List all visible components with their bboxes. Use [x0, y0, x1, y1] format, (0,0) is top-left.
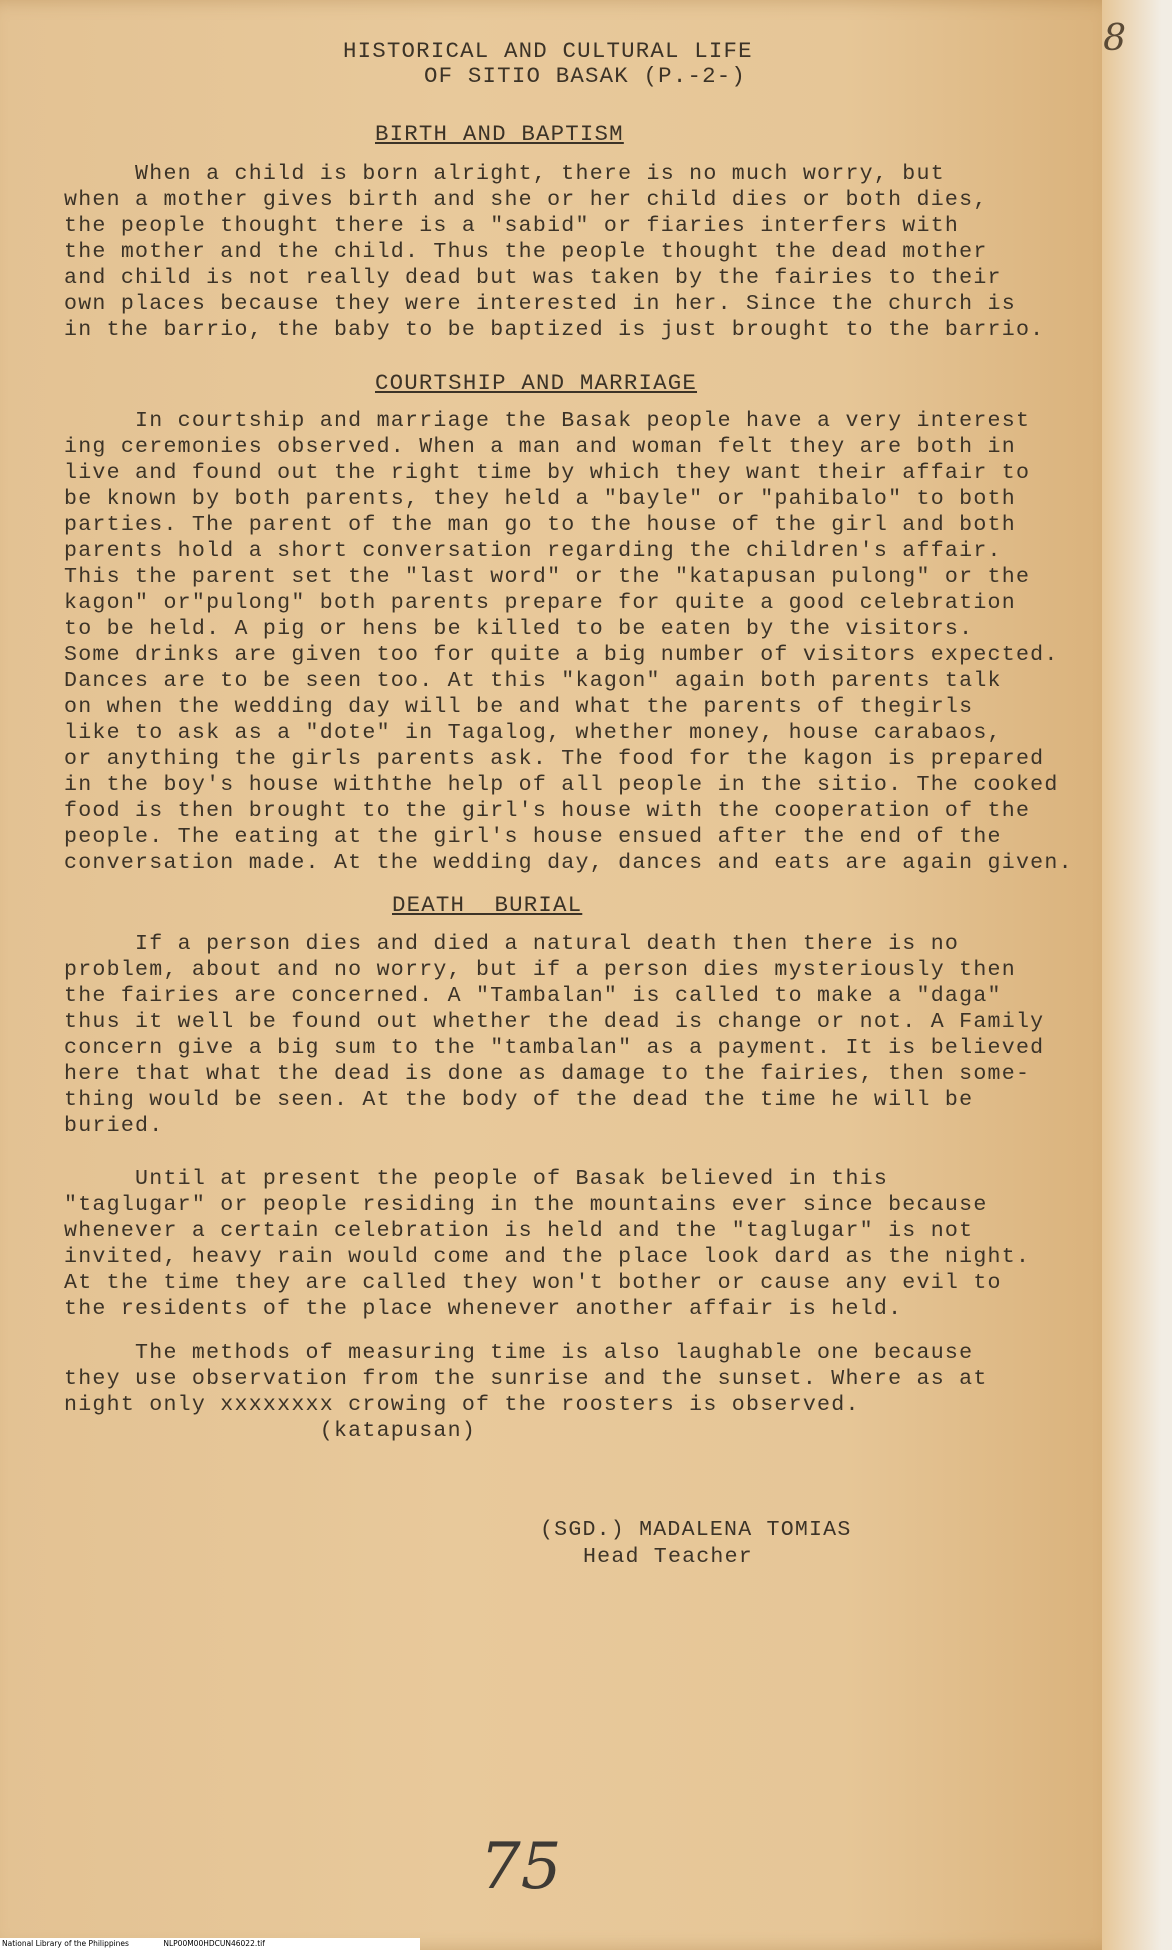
document-title-line1: HISTORICAL AND CULTURAL LIFE	[343, 38, 753, 64]
paragraph-birth-and-baptism	[64, 161, 1164, 343]
text-line: here that what the dead is done as damage to the fairies, then some-	[64, 1062, 1031, 1086]
text-line: conversation made. At the wedding day, dances and eats are again given.	[64, 851, 1073, 875]
text-line: Some drinks are given too for quite a big number of visitors expected.	[64, 643, 1059, 667]
text-line: kagon" or"pulong" both parents prepare for quite a good celebration	[64, 591, 1016, 615]
text-line: In courtship and marriage the Basak people have a very interest	[64, 409, 1031, 433]
text-line: when a mother gives birth and she or her child dies or both dies,	[64, 188, 988, 212]
text-line: in the barrio, the baby to be baptized is just brought to the barrio.	[64, 318, 1045, 342]
text-line: the residents of the place whenever another affair is held.	[64, 1297, 903, 1321]
text-line: concern give a big sum to the "tambalan" as a payment. It is believed	[64, 1036, 1045, 1060]
text-line: invited, heavy rain would come and the place look dard as the night.	[64, 1245, 1031, 1269]
text-line: live and found out the right time by which they want their affair to	[64, 461, 1031, 485]
signature-title: Head Teacher	[583, 1545, 753, 1569]
text-line: When a child is born alright, there is no much worry, but	[64, 162, 945, 186]
heading-death-burial: DEATH BURIAL	[392, 892, 583, 918]
text-line: ing ceremonies observed. When a man and woman felt they are both in	[64, 435, 1016, 459]
text-line: problem, about and no worry, but if a person dies mysteriously then	[64, 958, 1016, 982]
text-line: At the time they are called they won't bother or cause any evil to	[64, 1271, 1002, 1295]
text-line: in the boy's house withthe help of all people in the sitio. The cooked	[64, 773, 1059, 797]
text-line: the people thought there is a "sabid" or fiaries interfers with	[64, 214, 960, 238]
text-line: on when the wedding day will be and what the parents of thegirls	[64, 695, 974, 719]
footer-library: National Library of the Philippines	[2, 1939, 129, 1948]
text-line: people. The eating at the girl's house ensued after the end of the	[64, 825, 1002, 849]
text-line: and child is not really dead but was taken by the fairies to their	[64, 266, 1002, 290]
paragraph-death-burial	[64, 931, 1164, 1139]
text-line: thus it well be found out whether the dead is change or not. A Family	[64, 1010, 1045, 1034]
page-corner-mark: 8	[1103, 18, 1126, 59]
text-line: parties. The parent of the man go to the house of the girl and both	[64, 513, 1016, 537]
text-line: The methods of measuring time is also laughable one because	[64, 1341, 974, 1365]
text-line: own places because they were interested in her. Since the church is	[64, 292, 1016, 316]
paragraph-measuring-time	[64, 1340, 1164, 1444]
text-line: to be held. A pig or hens be killed to be eaten by the visitors.	[64, 617, 974, 641]
text-line: Dances are to be seen too. At this "kagon" again both parents talk	[64, 669, 1002, 693]
paragraph-courtship-and-marriage	[64, 408, 1164, 876]
text-line: (katapusan)	[64, 1419, 477, 1443]
text-line: whenever a certain celebration is held and the "taglugar" is not	[64, 1219, 974, 1243]
scan-footer	[0, 1938, 420, 1950]
text-line: This the parent set the "last word" or the "katapusan pulong" or the	[64, 565, 1031, 589]
paragraph-taglugar	[64, 1166, 1164, 1322]
text-line: the fairies are concerned. A "Tambalan" is called to make a "daga"	[64, 984, 1002, 1008]
text-line: like to ask as a "dote" in Tagalog, whether money, house carabaos,	[64, 721, 1002, 745]
heading-birth-and-baptism: BIRTH AND BAPTISM	[375, 121, 624, 147]
text-line: parents hold a short conversation regarding the children's affair.	[64, 539, 1002, 563]
heading-courtship-and-marriage: COURTSHIP AND MARRIAGE	[375, 370, 698, 396]
text-line: be known by both parents, they held a "bayle" or "pahibalo" to both	[64, 487, 1016, 511]
text-line: night only xxxxxxxx crowing of the roosters is observed.	[64, 1393, 860, 1417]
text-line: "taglugar" or people residing in the mountains ever since because	[64, 1193, 988, 1217]
text-line: or anything the girls parents ask. The food for the kagon is prepared	[64, 747, 1045, 771]
document-title-line2: OF SITIO BASAK (P.-2-)	[424, 63, 747, 89]
text-line: the mother and the child. Thus the people thought the dead mother	[64, 240, 988, 264]
footer-file: NLP00M00HDCUN46022.tif	[163, 1939, 265, 1948]
handwritten-page-number: 75	[480, 1830, 562, 1904]
text-line: food is then brought to the girl's house with the cooperation of the	[64, 799, 1031, 823]
signature-name: (SGD.) MADALENA TOMIAS	[540, 1518, 852, 1542]
text-line: Until at present the people of Basak believed in this	[64, 1167, 889, 1191]
text-line: If a person dies and died a natural death then there is no	[64, 932, 960, 956]
text-line: buried.	[64, 1114, 164, 1138]
text-line: they use observation from the sunrise and the sunset. Where as at	[64, 1367, 988, 1391]
text-line: thing would be seen. At the body of the dead the time he will be	[64, 1088, 974, 1112]
